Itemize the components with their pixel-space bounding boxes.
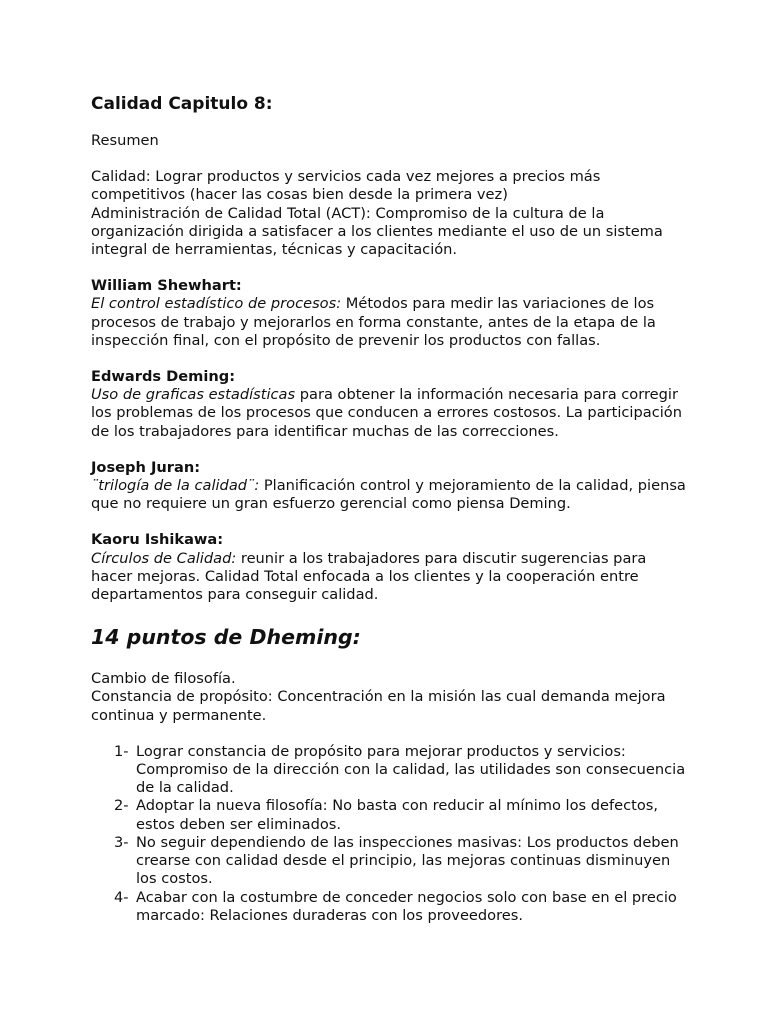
section-heading: 14 puntos de Dheming: <box>91 625 361 650</box>
author-text: reunir a los trabajadores para discutir sugerencias para hacer mejoras. Calidad Total enfocada a los clientes y la cooperación entre departamentos para conseguir calidad. <box>91 549 647 604</box>
author-name: Joseph Juran: <box>91 458 201 476</box>
list-item-text: Lograr constancia de propósito para mejorar productos y servicios: Compromiso de la dirección con la calidad, las utilidades son consecuencia de la calidad. <box>136 742 686 797</box>
calidad-definition: Calidad: Lograr productos y servicios cada vez mejores a precios más competitivos (hacer las cosas bien desde la primera vez) <box>91 168 601 204</box>
author-shewhart <box>91 277 691 350</box>
list-item <box>91 797 691 833</box>
author-name: William Shewhart: <box>91 277 242 295</box>
act-definition: Administración de Calidad Total (ACT): Compromiso de la cultura de la organización dirigida a satisfacer a los clientes mediante el uso de un sistema integral de herramientas, técnicas y capacitación. <box>91 204 663 259</box>
author-text: Planificación control y mejoramiento de la calidad, piensa que no requiere un gran esfuerzo gerencial como piensa Deming. <box>91 477 686 513</box>
author-concept: El control estadístico de procesos: <box>91 295 342 313</box>
author-concept: Uso de graficas estadísticas <box>91 386 296 404</box>
document-title: Calidad Capitulo 8: <box>91 94 273 114</box>
list-item-number: 1- <box>114 742 129 760</box>
cambio-filosofia: Cambio de filosofía. <box>91 670 236 688</box>
list-item <box>91 743 691 798</box>
author-concept: ¨trilogía de la calidad¨: <box>91 477 260 495</box>
list-item <box>91 889 691 925</box>
list-item <box>91 834 691 889</box>
list-item-number: 3- <box>114 833 129 851</box>
list-item-text: Adoptar la nueva filosofía: No basta con reducir al mínimo los defectos, estos deben ser eliminados. <box>136 797 659 833</box>
author-ishikawa <box>91 531 691 604</box>
author-text: Métodos para medir las variaciones de los procesos de trabajo y mejorarlos en forma constante, antes de la etapa de la inspección final, con el propósito de prevenir los productos con fallas. <box>91 295 656 349</box>
author-name: Kaoru Ishikawa: <box>91 531 224 549</box>
author-description <box>91 477 691 513</box>
author-description <box>91 295 691 350</box>
list-item-number: 4- <box>114 888 129 906</box>
list-item-number: 2- <box>114 797 129 815</box>
resumen-label: Resumen <box>91 132 159 149</box>
list-item-text: Acabar con la costumbre de conceder negocios solo con base en el precio marcado: Relaciones duraderas con los proveedores. <box>136 888 677 924</box>
author-text: para obtener la información necesaria para corregir los problemas de los procesos que conducen a errores costosos. La participación de los trabajadores para identificar muchas de las correcciones. <box>91 386 682 440</box>
list-item-text: No seguir dependiendo de las inspecciones masivas: Los productos deben crearse con calidad desde el principio, las mejoras continuas disminuyen los costos. <box>136 833 679 888</box>
points-list <box>91 743 691 925</box>
constancia-proposito: Constancia de propósito: Concentración en la misión las cual demanda mejora continua y permanente. <box>91 688 666 724</box>
author-deming <box>91 368 691 441</box>
author-concept: Círculos de Calidad: <box>91 549 237 567</box>
document-body <box>91 93 691 925</box>
author-description <box>91 386 691 441</box>
author-name: Edwards Deming: <box>91 368 236 386</box>
author-description <box>91 550 691 605</box>
author-juran <box>91 459 691 514</box>
